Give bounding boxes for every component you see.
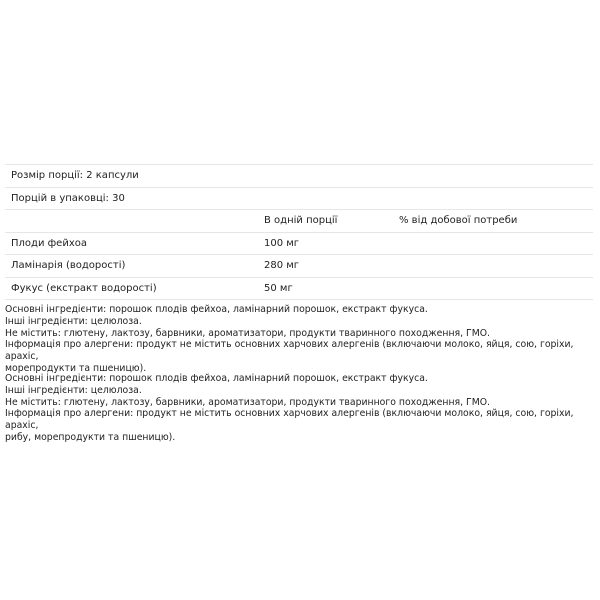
main-ingredients-text: Основні інгредієнти: порошок плодів фейхоа, ламінарний порошок, екстракт фукуса. [5,304,428,315]
other-ingredients-text: Інші інгредієнти: целюлоза. [5,384,142,396]
header-daily-value: % від добової потреби [399,215,518,227]
table-header-row [5,209,593,232]
ingredient-amount: 100 мг [264,237,300,249]
table-row [5,277,593,301]
allergens-text-line-2: рибу, морепродукти та пшеницю). [5,431,176,443]
supplement-facts-table [5,164,593,300]
ingredient-name: Плоди фейхоа [11,237,87,249]
header-per-serving: В одній порції [264,215,338,227]
allergens-text-line-1: Інформація про алергени: продукт не містить основних харчових алергенів (включаючи молоко, яйця, сою, горіхи, арахіс, [5,408,574,432]
servings-per-container-row [5,187,593,210]
ingredient-amount: 280 мг [264,260,300,272]
does-not-contain-text: Не містить: глютену, лактозу, барвники, ароматизатори, продукти тваринного походження, ГМО. [5,396,490,408]
ingredient-name: Ламінарія (водорості) [11,260,126,272]
ingredients-notes-block-2 [5,373,595,444]
table-row [5,232,593,255]
servings-per-container-text: Порцій в упаковці: 30 [11,192,125,204]
serving-size-text: Розмір порції: 2 капсули [11,170,139,182]
ingredient-amount: 50 мг [264,282,293,294]
ingredient-name: Фукус (екстракт водорості) [11,282,157,294]
ingredients-notes-block-1 [5,304,595,375]
does-not-contain-text: Не містить: глютену, лактозу, барвники, ароматизатори, продукти тваринного походження, ГМО. [5,327,490,339]
allergens-text-line-2: морепродукти та пшеницю). [5,362,147,374]
main-ingredients-text: Основні інгредієнти: порошок плодів фейхоа, ламінарний порошок, екстракт фукуса. [5,373,428,384]
other-ingredients-text: Інші інгредієнти: целюлоза. [5,315,142,327]
table-row [5,254,593,277]
allergens-text-line-1: Інформація про алергени: продукт не містить основних харчових алергенів (включаючи молоко, яйця, сою, горіхи, арахіс, [5,339,574,363]
serving-size-row [5,164,593,187]
